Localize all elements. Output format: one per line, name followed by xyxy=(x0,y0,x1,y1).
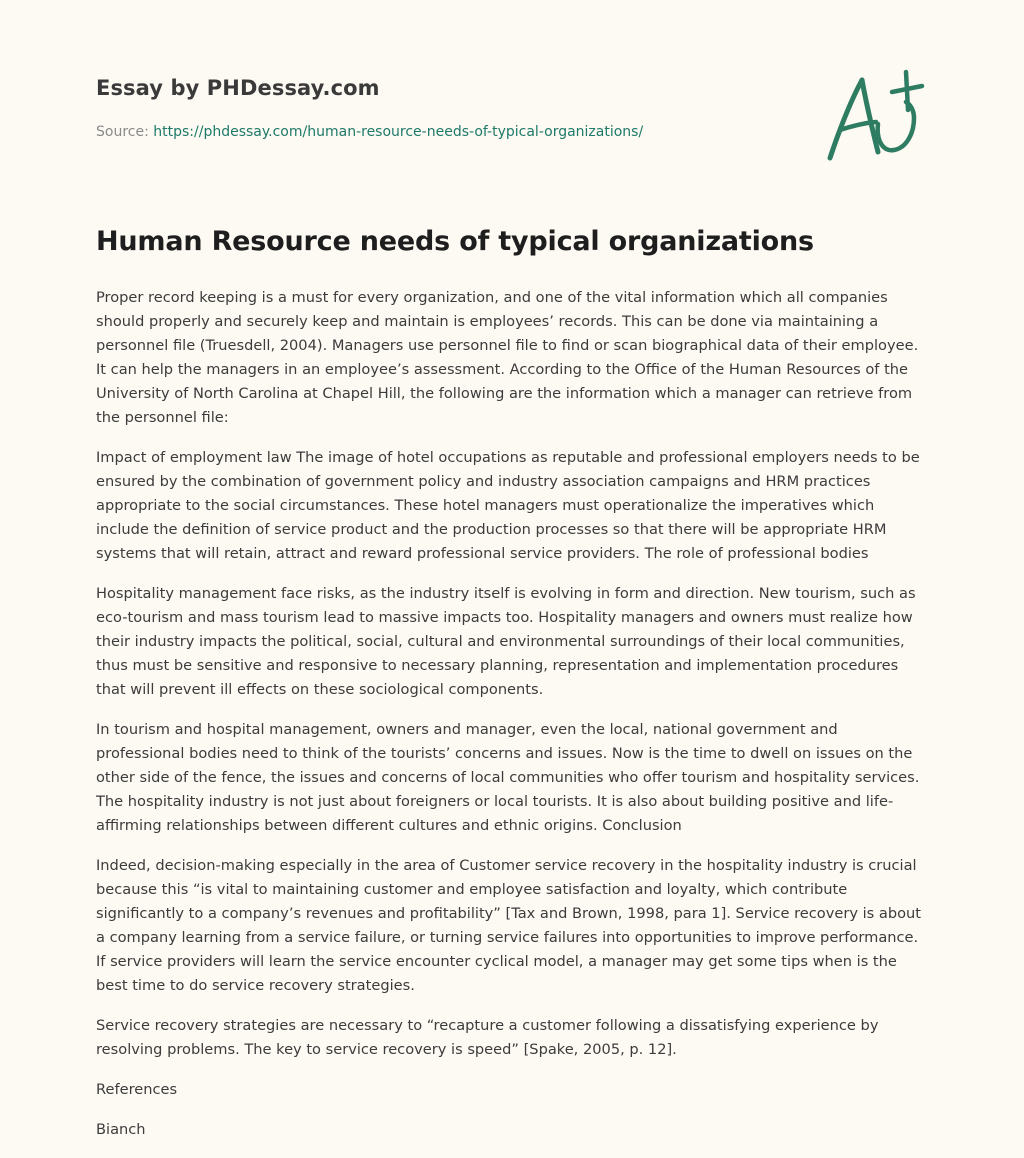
essay-paragraph: In tourism and hospital management, owners and manager, even the local, national government and professional bodies need to think of the tourists’ concerns and issues. Now is the time to dwell on issues on the other side of the fence, the issues and concerns of local communities who offer tourism and hospitality services. The hospitality industry is not just about foreigners or local tourists. It is also about building positive and life-affirming relationships between different cultures and ethnic origins. Conclusion xyxy=(96,721,920,834)
essay-title: Human Resource needs of typical organizations xyxy=(96,226,814,257)
reference-entry: Bianch xyxy=(96,1121,146,1138)
source-label: Source: xyxy=(96,124,149,140)
site-title: Essay by PHDessay.com xyxy=(96,76,380,100)
essay-paragraph: Impact of employment law The image of hotel occupations as reputable and professional employers needs to be ensured by the combination of government policy and industry association campaigns and HRM practices appropriate to the social circumstances. These hotel managers must operationalize the imperatives which include the definition of service product and the production processes so that there will be appropriate HRM systems that will retain, attract and reward professional service providers. The role of professional bodies xyxy=(96,449,920,562)
references-heading: References xyxy=(96,1081,178,1098)
essay-paragraph: Service recovery strategies are necessary to “recapture a customer following a dissatisfying experience by resolving problems. The key to service recovery is speed” [Spake, 2005, p. 12]. xyxy=(96,1017,879,1058)
essay-paragraph: Indeed, decision-making especially in the area of Customer service recovery in the hospitality industry is crucial because this “is vital to maintaining customer and employee satisfaction and loyalty, which contribute significantly to a company’s revenues and profitability” [Tax and Brown, 1998, para 1]. Service recovery is about a company learning from a service failure, or turning service failures into opportunities to improve performance. If service providers will learn the service encounter cyclical model, a manager may get some tips when is the best time to do service recovery strategies. xyxy=(96,857,922,994)
source-line xyxy=(96,124,643,140)
essay-paragraph: Proper record keeping is a must for every organization, and one of the vital information which all companies should properly and securely keep and maintain is employees’ records. This can be done via maintaining a personnel file (Truesdell, 2004). Managers use personnel file to find or scan biographical data of their employee. It can help the managers in an employee’s assessment. According to the Office of the Human Resources of the University of North Carolina at Chapel Hill, the following are the information which a manager can retrieve from the personnel file: xyxy=(96,289,919,426)
a-plus-logo-icon xyxy=(818,66,930,166)
source-link[interactable]: https://phdessay.com/human-resource-needs-of-typical-organizations/ xyxy=(153,124,644,140)
essay-body xyxy=(96,286,928,1158)
essay-paragraph: Hospitality management face risks, as the industry itself is evolving in form and direction. New tourism, such as eco-tourism and mass tourism lead to massive impacts too. Hospitality managers and owners must realize how their industry impacts the political, social, cultural and environmental surroundings of their local communities, thus must be sensitive and responsive to necessary planning, representation and implementation procedures that will prevent ill effects on these sociological components. xyxy=(96,585,916,698)
